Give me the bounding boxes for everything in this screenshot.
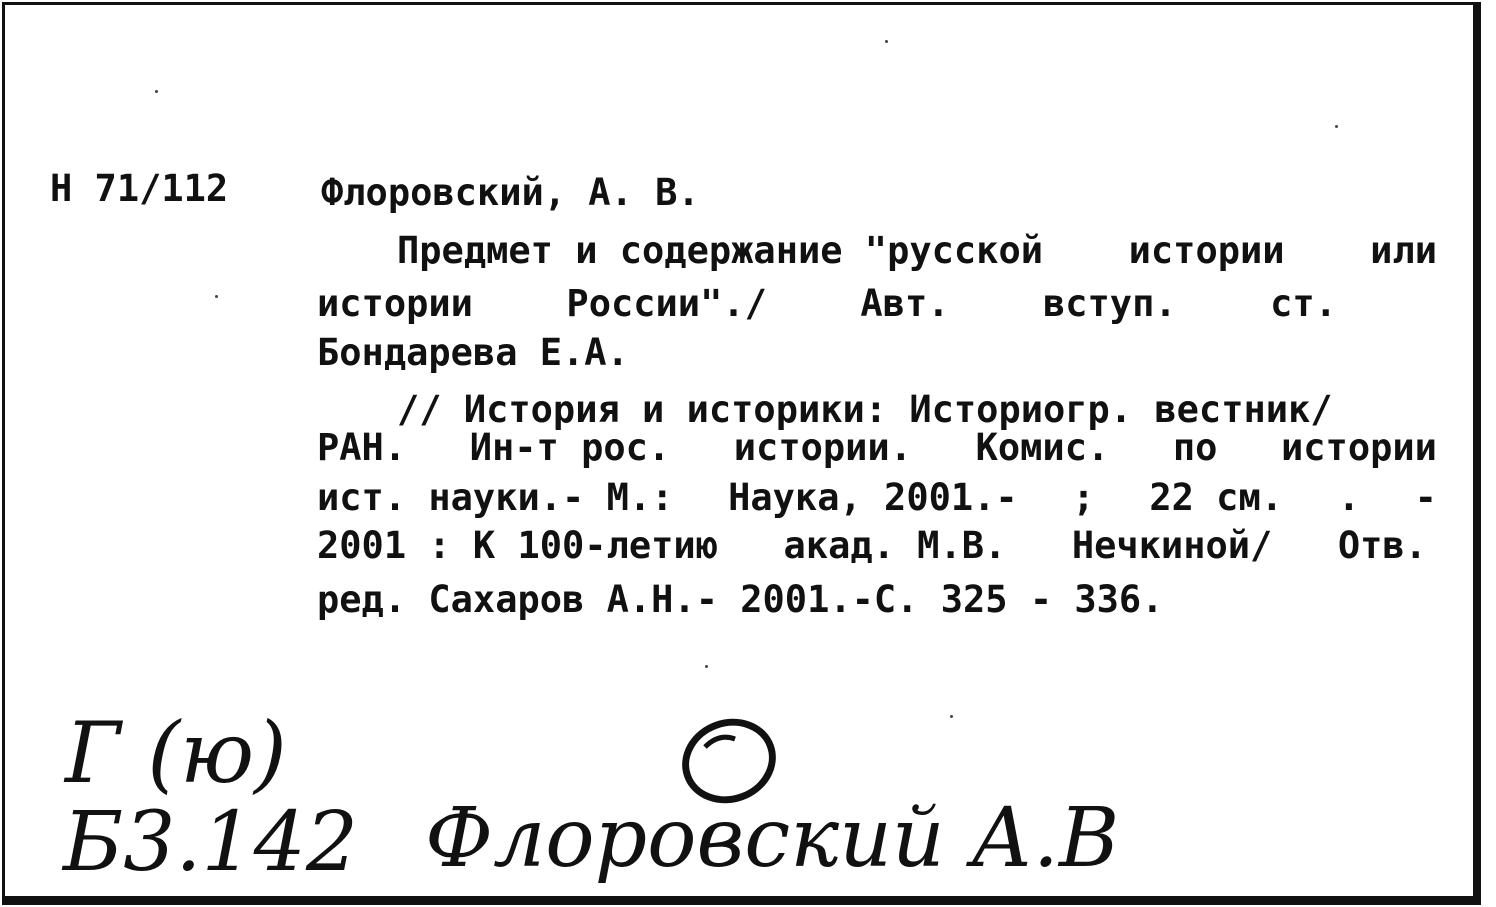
entry-text: Комис. (975, 426, 1110, 469)
handwritten-class-mark: Г (ю) (65, 704, 287, 802)
shelfmark: Н 71/112 (50, 167, 229, 210)
scan-speck (155, 90, 158, 93)
entry-text: Бондарева Е.А. (317, 331, 629, 374)
entry-text: ; (1072, 476, 1095, 519)
entry-text: Нечкиной/ (1071, 524, 1273, 567)
scan-speck (950, 715, 953, 718)
author-heading: Флоровский, А. В. (321, 171, 700, 214)
entry-text: ред. Сахаров А.Н.- 2001.-С. 325 - 336. (317, 578, 1164, 621)
entry-text: истории (1281, 426, 1437, 469)
entry-text: ст. (1270, 282, 1337, 325)
entry-line-1 (397, 227, 1437, 275)
handwritten-author-name: Флоровский А.В (425, 791, 1120, 886)
entry-text: Ин-т рос. (469, 426, 671, 469)
entry-line-5 (317, 424, 1437, 472)
entry-text: вступ. (1042, 282, 1177, 325)
entry-text: Предмет и содержание "русской (397, 229, 1044, 272)
entry-text: РАН. (317, 426, 407, 469)
entry-line-3 (317, 329, 629, 377)
scan-speck (215, 295, 218, 298)
entry-text: Авт. (860, 282, 950, 325)
entry-text: истории (1128, 229, 1285, 272)
scan-speck (885, 40, 888, 43)
entry-line-7 (317, 522, 1427, 570)
entry-text: истории (317, 282, 473, 325)
entry-text: 2001 : К 100-летию (317, 524, 718, 567)
entry-text: - (1414, 476, 1437, 519)
scan-speck (1335, 125, 1338, 128)
entry-text: ист. науки.- М.: (317, 476, 674, 519)
entry-text: акад. М.В. (783, 524, 1007, 567)
entry-text: истории. (733, 426, 912, 469)
entry-text: Наука, 2001.- (728, 476, 1018, 519)
scan-speck (705, 665, 708, 668)
handwritten-call-number: Б3.142 (63, 795, 359, 890)
entry-text: или (1370, 229, 1437, 272)
entry-text: по (1172, 426, 1218, 469)
entry-line-8 (317, 576, 1163, 624)
entry-text: . (1337, 476, 1360, 519)
catalog-card (2, 2, 1481, 905)
entry-line-6 (317, 474, 1437, 522)
entry-text: России"./ (566, 282, 767, 325)
entry-line-2 (317, 280, 1337, 328)
entry-text: 22 см. (1149, 476, 1284, 519)
entry-text: Отв. (1337, 524, 1427, 567)
entry-text: // История и историки: Историогр. вестник/ (397, 388, 1333, 431)
